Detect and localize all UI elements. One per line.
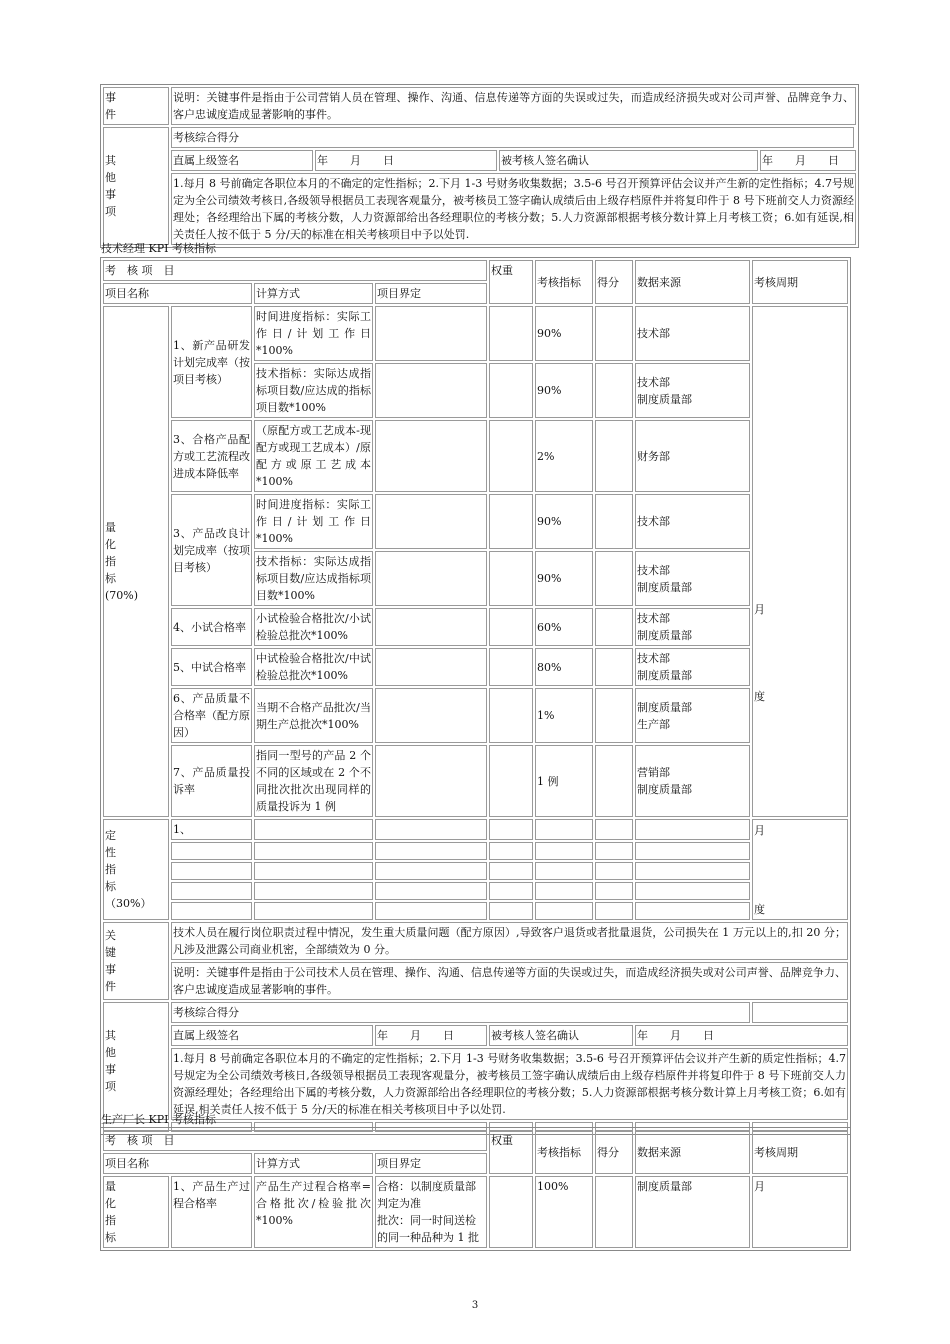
kpi-calc: 当期不合格产品批次/当期生产总批次*100% (254, 688, 373, 743)
kpi-weight (489, 363, 533, 418)
header-weight: 权重 (489, 260, 533, 304)
superior-sign-date: 年 月 日 (375, 1025, 487, 1046)
kpi-calc: 小试检验合格批次/小试检验总批次*100% (254, 608, 373, 646)
header-scope: 项目界定 (375, 283, 487, 304)
kpi-indicator: 2% (535, 420, 593, 492)
qual-item (171, 882, 252, 900)
kpi-source: 制度质量部 (635, 1176, 750, 1248)
section-title-production: 生产厂长 KPI 考核指标 (101, 1113, 216, 1126)
kpi-name: 4、小试合格率 (171, 608, 252, 646)
header-score: 得分 (595, 260, 633, 304)
header-calc: 计算方式 (254, 1153, 373, 1174)
other-label: 其 他 事 项 (103, 127, 169, 245)
kpi-weight (489, 648, 533, 686)
kpi-scope: 合格：以制度质量部判定为准 批次：同一时间送检的同一种品种为 1 批 (375, 1176, 487, 1248)
header-indicator: 考核指标 (535, 1130, 593, 1174)
header-period: 考核周期 (752, 1130, 848, 1174)
qual-item (171, 902, 252, 920)
header-items: 考 核 项 目 (103, 1130, 487, 1151)
table-production-director-kpi (100, 1127, 851, 1251)
superior-sign-label: 直属上级签名 (171, 1025, 373, 1046)
kpi-scope (375, 745, 487, 817)
kpi-weight (489, 494, 533, 549)
kpi-score (595, 494, 633, 549)
kpi-name: 1、新产品研发计划完成率（按项目考核） (171, 306, 252, 418)
event-label: 事 件 (103, 87, 169, 125)
quant-label: 量 化 指 标 (103, 1176, 169, 1248)
qual-label: 定 性 指 标 （30%） (103, 819, 169, 920)
kpi-calc: 产品生产过程合格率=合格批次/检验批次*100% (254, 1176, 373, 1248)
quant-label: 量 化 指 标 (70%) (103, 306, 169, 817)
kpi-indicator: 1 例 (535, 745, 593, 817)
kpi-indicator: 80% (535, 648, 593, 686)
kpi-calc: 时间进度指标：实际工作日/计划工作日*100% (254, 306, 373, 361)
qual-period-degree: 度 (754, 902, 765, 916)
kpi-source: 技术部 制度质量部 (635, 648, 750, 686)
kpi-source: 技术部 (635, 494, 750, 549)
kpi-indicator: 90% (535, 551, 593, 606)
kpi-name: 7、产品质量投诉率 (171, 745, 252, 817)
kpi-weight (489, 608, 533, 646)
table-tech-manager-kpi (100, 257, 851, 1135)
qual-period-month: 月 (754, 823, 765, 837)
kpi-indicator: 90% (535, 363, 593, 418)
notes: 1.每月 8 号前确定各职位本月的不确定的定性指标；2.下月 1-3 号财务收集数据；3.5-6 号召开预算评估会议并产生新的定性指标；4.7号规定为全公司绩效考核日,各级领导根据员工表现客观量分，被考核员工签字确认成绩后由上级存档原件并将复印件于 8 号下班前交人力资源经理处；各经理给出下属的考核分数，人力资源部给出各经理职位的考核分数；5.人力资源部根据考核分数计算上月考核工资；6.如有延误,相关责任人按不低于 5 分/天的标准在相关考核项目中予以处罚. (171, 173, 856, 245)
kpi-calc: 技术指标：实际达成指标项目数/应达成的指标项目数*100% (254, 363, 373, 418)
score-value (752, 1002, 848, 1023)
kpi-source: 制度质量部 生产部 (635, 688, 750, 743)
kpi-weight (489, 420, 533, 492)
page-number: 3 (471, 1300, 479, 1311)
period-degree: 度 (754, 689, 765, 703)
kpi-calc: 时间进度指标：实际工作日/计划工作日*100% (254, 494, 373, 549)
kpi-name: 3、产品改良计划完成率（按项目考核） (171, 494, 252, 606)
header-item-name: 项目名称 (103, 1153, 252, 1174)
header-calc: 计算方式 (254, 283, 373, 304)
header-source: 数据来源 (635, 260, 750, 304)
kpi-scope (375, 608, 487, 646)
table-sales-continuation (100, 84, 859, 248)
qual-period-cell (752, 819, 848, 920)
header-score: 得分 (595, 1130, 633, 1174)
kpi-calc: 中试检验合格批次/中试检验总批次*100% (254, 648, 373, 686)
kpi-weight (489, 745, 533, 817)
qual-item (171, 862, 252, 880)
kpi-scope (375, 494, 487, 549)
kpi-score (595, 306, 633, 361)
kpi-score (595, 420, 633, 492)
header-item-name: 项目名称 (103, 283, 252, 304)
key-event-label: 关 键 事 件 (103, 922, 169, 1000)
kpi-period: 月 (752, 1176, 848, 1248)
key-event-text: 技术人员在履行岗位职责过程中情况，发生重大质量问题（配方原因）,导致客户退货或者批量退货，公司损失在 1 万元以上的,扣 20 分；凡涉及泄露公司商业机密，全部绩效为 0 分。 (171, 922, 848, 960)
period-cell (752, 306, 848, 817)
other-label: 其 他 事 项 (103, 1002, 169, 1120)
kpi-name: 6、产品质量不合格率（配方原因） (171, 688, 252, 743)
kpi-name: 1、产品生产过程合格率 (171, 1176, 252, 1248)
examinee-sign-label: 被考核人签名确认 (489, 1025, 633, 1046)
key-event-note: 说明：关键事件是指由于公司技术人员在管理、操作、沟通、信息传递等方面的失误或过失，而造成经济损失或对公司声誉、品牌竞争力、客户忠诚度造成显著影响的事件。 (171, 962, 848, 1000)
kpi-scope (375, 420, 487, 492)
kpi-score (595, 551, 633, 606)
kpi-source: 营销部 制度质量部 (635, 745, 750, 817)
header-indicator: 考核指标 (535, 260, 593, 304)
kpi-score (595, 688, 633, 743)
kpi-name: 5、中试合格率 (171, 648, 252, 686)
kpi-calc: 技术指标：实际达成指标项目数/应达成指标项目数*100% (254, 551, 373, 606)
kpi-source: 技术部 制度质量部 (635, 363, 750, 418)
kpi-indicator: 90% (535, 494, 593, 549)
kpi-weight (489, 306, 533, 361)
kpi-calc: 指同一型号的产品 2 个不同的区域或在 2 个不同批次批次出现同样的质量投诉为 1 例 (254, 745, 373, 817)
event-note: 说明：关键事件是指由于公司营销人员在管理、操作、沟通、信息传递等方面的失误或过失，而造成经济损失或对公司声誉、品牌竞争力、客户忠诚度造成显著影响的事件。 (171, 87, 856, 125)
kpi-calc: （原配方或工艺成本-现配方或现工艺成本）/原配方或原工艺成本*100% (254, 420, 373, 492)
notes: 1.每月 8 号前确定各职位本月的不确定的定性指标；2.下月 1-3 号财务收集数据；3.5-6 号召开预算评估会议并产生新的质定性指标；4.7号规定为全公司绩效考核日,各级领导根据员工表现客观量分，被考核员工签字确认成绩后由上级存档原件并将复印件于 8 号下班前交人力资源经理处；各经理给出下属的考核分数，人力资源部给出各经理职位的考核分数；5.人力资源部根据考核分数计算上月考核工资；6.如有延误,相关责任人按不低于 5 分/天的标准在相关考核项目中予以处罚. (171, 1048, 848, 1120)
section-title-tech: 技术经理 KPI 考核指标 (101, 242, 216, 255)
header-scope: 项目界定 (375, 1153, 487, 1174)
kpi-source: 财务部 (635, 420, 750, 492)
header-items: 考 核 项 目 (103, 260, 487, 281)
kpi-scope (375, 551, 487, 606)
qual-item: 1、 (171, 819, 252, 840)
superior-sign-label: 直属上级签名 (171, 150, 313, 171)
kpi-scope (375, 688, 487, 743)
superior-sign-date: 年 月 日 (315, 150, 497, 171)
score-label: 考核综合得分 (171, 1002, 750, 1023)
kpi-weight (489, 551, 533, 606)
header-period: 考核周期 (752, 260, 848, 304)
examinee-sign-date: 年 月 日 (635, 1025, 848, 1046)
score-label: 考核综合得分 (171, 127, 854, 148)
kpi-indicator: 60% (535, 608, 593, 646)
kpi-scope (375, 648, 487, 686)
kpi-name: 3、合格产品配方或工艺流程改进成本降低率 (171, 420, 252, 492)
kpi-scope (375, 306, 487, 361)
kpi-weight (489, 688, 533, 743)
kpi-scope (375, 363, 487, 418)
kpi-indicator: 1% (535, 688, 593, 743)
kpi-indicator: 100% (535, 1176, 593, 1248)
kpi-score (595, 745, 633, 817)
kpi-score (595, 1176, 633, 1248)
kpi-source: 技术部 制度质量部 (635, 551, 750, 606)
kpi-weight (489, 1176, 533, 1248)
kpi-source: 技术部 (635, 306, 750, 361)
header-weight: 权重 (489, 1130, 533, 1174)
kpi-indicator: 90% (535, 306, 593, 361)
examinee-sign-date: 年 月 日 (760, 150, 856, 171)
kpi-score (595, 363, 633, 418)
examinee-sign-label: 被考核人签名确认 (499, 150, 758, 171)
kpi-score (595, 648, 633, 686)
kpi-source: 技术部 制度质量部 (635, 608, 750, 646)
header-source: 数据来源 (635, 1130, 750, 1174)
qual-item (171, 842, 252, 860)
period-month: 月 (754, 602, 765, 616)
kpi-score (595, 608, 633, 646)
